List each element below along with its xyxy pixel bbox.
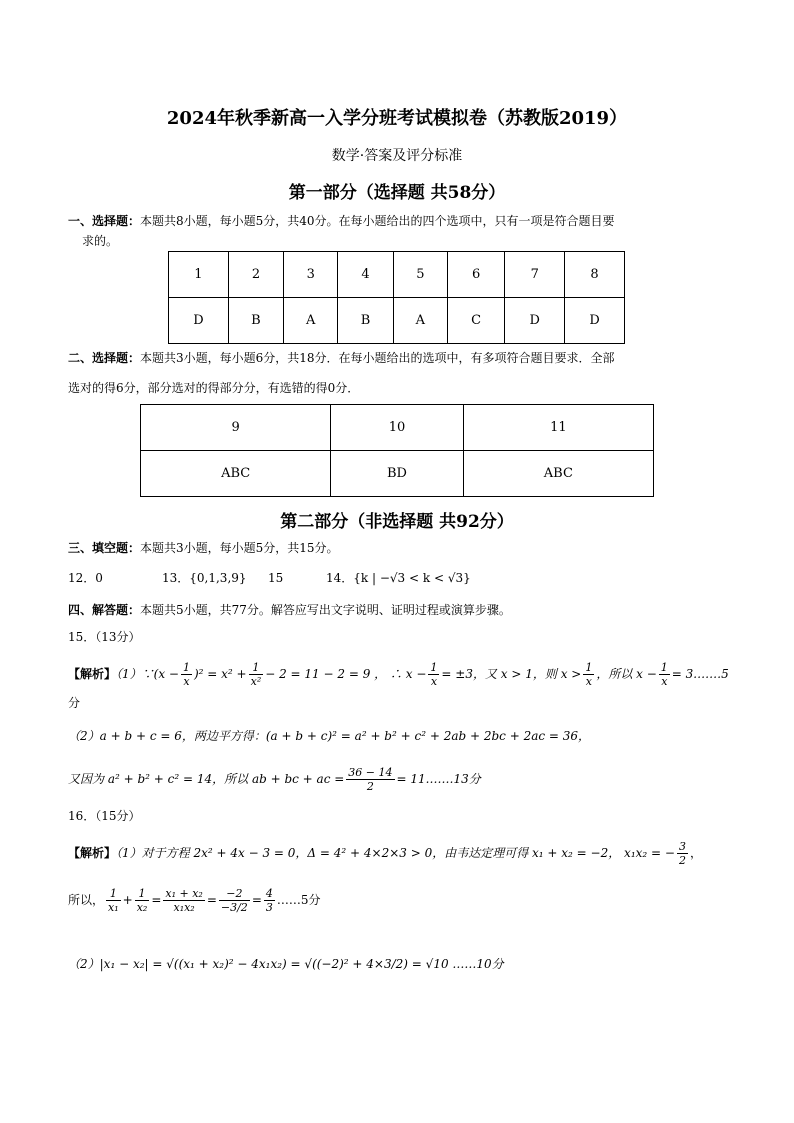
frac-den: 3 [265, 901, 273, 914]
table-row [169, 298, 625, 344]
page-title: 2024年秋季新高一入学分班考试模拟卷（苏教版2019） [166, 108, 628, 129]
table-cell: 7 [505, 252, 565, 298]
section2-intro [68, 348, 615, 368]
frac-den: x [585, 675, 592, 688]
table-cell: C [448, 298, 505, 344]
frac-den: x [183, 675, 190, 688]
part2-heading: 第二部分（非选择题 共92分） [280, 512, 514, 532]
table-cell: 9 [141, 405, 331, 451]
section4-label: 四、解答题： [68, 603, 141, 617]
table-cell: 3 [284, 252, 338, 298]
q15-l1f: = 3.……5 [671, 667, 729, 681]
section1-text2: 求的。 [82, 234, 119, 248]
equals-sign: = [151, 893, 162, 907]
q15-line2: （2）a + b + c = 6，两边平方得：(a + b + c)² = a² + b² + c² + 2ab + 2bc + 2ac = 36， [68, 729, 591, 743]
section2-label: 二、选择题： [68, 351, 141, 365]
table-row [169, 252, 625, 298]
equals-sign: = [206, 893, 217, 907]
frac-num: 1 [249, 661, 264, 675]
fraction [163, 887, 204, 914]
frac-den: x₁ [108, 901, 119, 914]
table-cell: ABC [463, 451, 653, 497]
table-cell: D [565, 298, 625, 344]
table-cell: 11 [463, 405, 653, 451]
frac-den: 2 [366, 780, 374, 793]
answer-13: 13．{0,1,3,9} [162, 571, 247, 585]
frac-num: 36 − 14 [348, 766, 393, 779]
equals-sign: = [251, 893, 262, 907]
table-cell: BD [331, 451, 463, 497]
frac-num: 1 [585, 661, 593, 674]
q15-l1e: ，所以 x − [596, 667, 657, 681]
q16-l1: （1）对于方程 2x² + 4x − 3 = 0，Δ = 4² + 4×2×3 > 0，由韦达定理可得 x₁ + x₂ = −2， x₁x₂ = − [116, 846, 675, 860]
q15-line1-cont: 分 [68, 696, 81, 710]
q15-l1c: − 2 = 11 − 2 = 9 ， ∴ x − [265, 667, 427, 681]
answer-table-1 [168, 251, 625, 344]
q15-l1b: )² = x² + [193, 667, 247, 681]
section4-intro [68, 600, 511, 620]
table-cell: D [169, 298, 229, 344]
frac-den: x [661, 675, 668, 688]
page-subtitle: 数学·答案及评分标准 [331, 148, 463, 164]
fraction [659, 661, 670, 688]
fraction [181, 661, 192, 688]
section1-intro [68, 211, 615, 231]
section3-label: 三、填空题： [68, 541, 141, 555]
q16-l1end: ， [689, 846, 702, 860]
frac-num: x₁ + x₂ [165, 887, 203, 900]
frac-num: 4 [265, 887, 273, 900]
frac-den: x² [250, 675, 262, 688]
q15-tag: 【解析】 [68, 667, 117, 681]
frac-den: 2 [678, 854, 686, 867]
table-cell: 6 [448, 252, 505, 298]
q15-line1 [68, 660, 729, 688]
q16-line1 [68, 839, 702, 867]
q16-l2b: ……5分 [276, 893, 321, 907]
part1-heading: 第一部分（选择题 共58分） [288, 183, 506, 203]
table-cell: 4 [338, 252, 393, 298]
table-cell: 1 [169, 252, 229, 298]
table-cell: B [228, 298, 283, 344]
answer-table-2 [140, 404, 654, 497]
fraction [249, 661, 264, 688]
frac-num: 1 [135, 887, 150, 901]
table-row [141, 451, 654, 497]
fraction [106, 887, 121, 914]
fraction [346, 766, 394, 793]
table-cell: 8 [565, 252, 625, 298]
table-cell: A [284, 298, 338, 344]
q16-l2a: 所以， [68, 893, 105, 907]
fraction [677, 840, 688, 867]
fraction [264, 887, 275, 914]
q15-l3b: = 11.……13分 [396, 772, 481, 786]
table-cell: A [393, 298, 447, 344]
frac-num: 1 [106, 887, 121, 901]
section2-text: 本题共3小题，每小题6分，共18分．在每小题给出的选项中，有多项符合题目要求．全部 [140, 351, 615, 365]
plus-sign: + [122, 893, 133, 907]
fraction [135, 887, 150, 914]
table-cell: 10 [331, 405, 463, 451]
frac-den: −3/2 [220, 901, 248, 914]
table-cell: 2 [228, 252, 283, 298]
frac-num: −2 [219, 887, 250, 901]
table-cell: 5 [393, 252, 447, 298]
frac-den: x [430, 675, 438, 688]
frac-num: 1 [660, 661, 668, 674]
section2-text2: 选对的得6分，部分选对的得部分分，有选错的得0分． [68, 381, 360, 395]
q15-l1a: （1）∵(x − [116, 667, 179, 681]
section3-intro [68, 538, 339, 558]
q16-line3: （2）|x₁ − x₂| = √((x₁ + x₂)² − 4x₁x₂) = √((−2)² + 4×3/2) = √10 ……10分 [68, 957, 504, 971]
frac-den: x₁x₂ [173, 901, 195, 914]
fraction [219, 887, 250, 914]
q16-tag: 【解析】 [68, 846, 117, 860]
section1-text: 本题共8小题，每小题5分，共40分。在每小题给出的四个选项中，只有一项是符合题目要 [140, 214, 615, 228]
fraction [583, 661, 594, 688]
answer-13b: 15 [268, 571, 284, 585]
q15-l3a: 又因为 a² + b² + c² = 14，所以 ab + bc + ac = [68, 772, 345, 786]
section3-text: 本题共3小题，每小题5分，共15分。 [140, 541, 339, 555]
fraction [428, 661, 439, 688]
answer-14: 14．{k | −√3 < k < √3} [326, 571, 471, 585]
section1-label: 一、选择题： [68, 214, 141, 228]
section4-text: 本题共5小题，共77分。解答应写出文字说明、证明过程或演算步骤。 [140, 603, 511, 617]
table-cell: ABC [141, 451, 331, 497]
q15-heading: 15．（13分） [68, 630, 141, 644]
q16-line2 [68, 878, 321, 922]
q15-l1d: = ±3，又 x > 1，则 x > [441, 667, 582, 681]
q15-line3 [68, 764, 481, 794]
frac-num: 1 [182, 661, 190, 674]
frac-num: 3 [678, 840, 686, 853]
table-row [141, 405, 654, 451]
answer-12: 12．0 [68, 571, 103, 585]
q16-heading: 16．（15分） [68, 809, 141, 823]
table-cell: D [505, 298, 565, 344]
frac-num: 1 [430, 661, 438, 674]
table-cell: B [338, 298, 393, 344]
frac-den: x₂ [136, 901, 148, 914]
